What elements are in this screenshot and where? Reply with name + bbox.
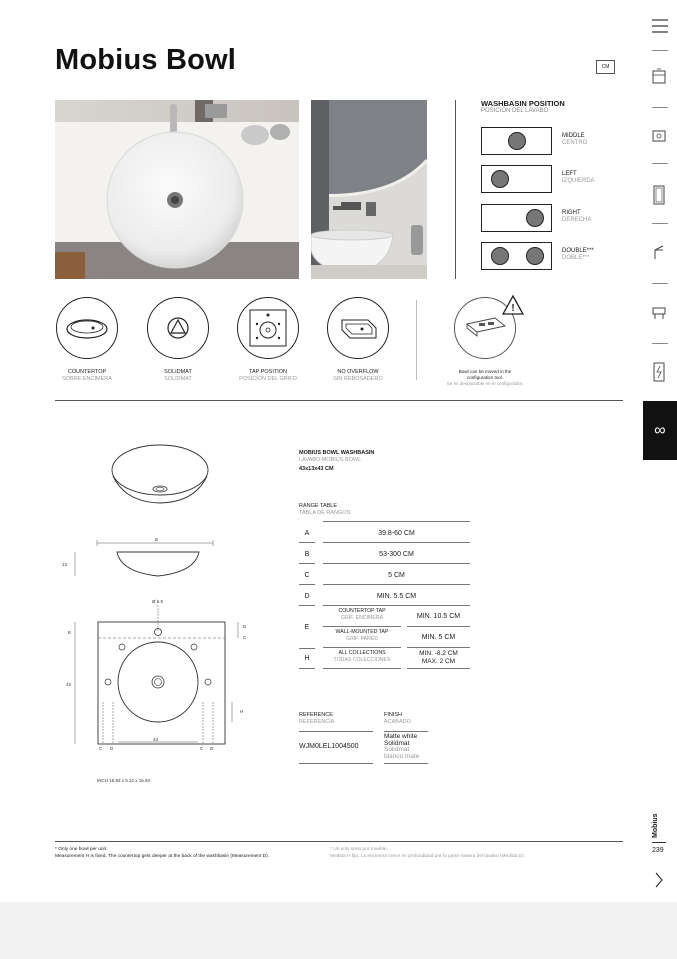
- feature-solidmat: [133, 297, 223, 383]
- position-box: [481, 127, 552, 155]
- bowl-plan-view: [66, 599, 247, 783]
- position-option-right[interactable]: [481, 204, 621, 234]
- section-rule: [55, 400, 623, 401]
- config-note-line2: configuration tool.: [466, 375, 504, 380]
- dim-label-phi: Ø 5.5: [152, 599, 164, 604]
- solidmat-icon: [147, 297, 209, 359]
- finish-name-3: Solidmat: [384, 746, 410, 753]
- finish-bottom-rule: [384, 763, 428, 764]
- range-table-top-rule: [323, 521, 470, 522]
- range-key: A: [299, 526, 315, 543]
- position-option-left[interactable]: [481, 165, 621, 195]
- e-value: MIN. 10.5 CM: [407, 608, 470, 627]
- position-label: LEFT: [562, 171, 577, 177]
- feature-sublabel: POSICIÓN DEL GRIFO: [239, 376, 297, 382]
- feature-sublabel: SIN REBOSADERO: [333, 376, 383, 382]
- dim-label-c-left: C: [99, 746, 103, 751]
- bowl-side-view: [62, 537, 213, 576]
- position-sublabel: IZQUIERDA: [562, 178, 595, 184]
- finish-subtitle: ACABADO: [384, 719, 411, 725]
- sidebar-divider: [652, 50, 668, 51]
- position-subtitle: POSICIÓN DEL LAVABO: [481, 108, 549, 114]
- range-value: 53-300 CM: [323, 547, 470, 564]
- range-table-header: [299, 503, 350, 517]
- menu-icon[interactable]: [652, 18, 668, 34]
- position-sublabel: DOBLE***: [562, 255, 590, 261]
- svg-text:!: !: [511, 303, 515, 314]
- no-overflow-icon: [327, 297, 389, 359]
- feature-countertop: [42, 297, 132, 383]
- footer-notes-en: [55, 847, 269, 860]
- dim-label-43-horizontal: 43: [153, 737, 159, 742]
- bowl-dot: [491, 170, 509, 188]
- feature-label: SOLIDMAT: [164, 369, 192, 375]
- product-name: MOBIUS BOWL WASHBASIN: [299, 450, 375, 456]
- footer-en-2: Measurement H is fixed. The countertop gets deeper at the back of the washbasin (Measurement D).: [55, 853, 270, 859]
- finish-title: FINISH: [384, 712, 403, 718]
- page-number: 239: [652, 847, 664, 854]
- config-note-line1: Bowl can be moved in the: [458, 369, 512, 374]
- dim-label-h: H: [240, 709, 244, 714]
- bowl-dot: [526, 247, 544, 265]
- lighting-mirror-icon[interactable]: [652, 362, 666, 382]
- bowl-perspective-drawing: [112, 445, 208, 503]
- cabinet-icon[interactable]: [652, 68, 666, 84]
- feature-divider: [416, 300, 417, 380]
- range-row-b: [299, 547, 470, 567]
- e-label: WALL-MOUNTED TAP: [335, 629, 389, 635]
- h-sublabel: TODAS COLECCIONES: [333, 657, 391, 663]
- dim-label-c: C: [243, 635, 247, 640]
- e-sublabel: GRIF. ENCIMERA: [340, 615, 384, 621]
- finish-values: [384, 734, 419, 760]
- bottom-margin: [0, 902, 677, 959]
- tap-icon[interactable]: [652, 244, 666, 260]
- mirror-icon[interactable]: [652, 185, 666, 205]
- feature-label: NO OVERFLOW: [337, 369, 379, 375]
- range-row-a: [299, 526, 470, 546]
- footer-es-2: Medida H fija. La encimera crece en profundidad por la parte trasera del lavabo (Medida D).: [330, 853, 525, 859]
- range-value: 39.8-60 CM: [323, 526, 470, 543]
- feature-tap-position: [223, 297, 313, 383]
- product-name-sub: LAVABO MOBIUS BOWL: [299, 457, 362, 463]
- range-value: 5 CM: [323, 568, 470, 585]
- finish-name-4: blanco mate: [384, 752, 420, 760]
- range-table-title: RANGE TABLE: [299, 503, 338, 509]
- position-option-double[interactable]: [481, 242, 621, 272]
- range-row-c: [299, 568, 470, 588]
- dim-label-43-vertical: 43: [66, 682, 72, 687]
- dim-label-d: D: [243, 624, 247, 629]
- section-divider: [455, 100, 456, 279]
- dim-label-13: 13: [62, 562, 68, 567]
- range-key: B: [299, 547, 315, 564]
- page-title: Mobius Bowl: [55, 44, 237, 76]
- e-sublabel: GRIF. PARED: [345, 636, 379, 642]
- bowl-dot: [508, 132, 526, 150]
- h-value-max: MAX. 2 CM: [421, 657, 456, 665]
- collection-name-vertical: Mobius: [652, 813, 659, 838]
- position-sublabel: CENTRO: [562, 140, 588, 146]
- range-table-subtitle: TABLA DE RANGOS: [299, 510, 351, 516]
- position-title: WASHBASIN POSITION: [481, 99, 565, 108]
- footer-en-1: * Only one bowl per unit.: [55, 847, 108, 852]
- furniture-icon[interactable]: [652, 305, 666, 321]
- feature-sublabel: SOBRE ENCIMERA: [62, 376, 112, 382]
- position-box: [481, 204, 552, 232]
- product-photo-top-view: [55, 100, 299, 279]
- range-key: C: [299, 568, 315, 585]
- h-value-min: MIN. -8.2 CM: [419, 650, 458, 657]
- range-key: D: [299, 589, 315, 606]
- dim-label-e: E: [68, 630, 72, 635]
- finish-name-1: Matte white: [384, 733, 418, 740]
- product-photo-side-view: [311, 100, 427, 279]
- feature-sublabel: SOLIDMAT: [164, 376, 192, 382]
- position-box: [481, 242, 552, 270]
- product-info: [299, 450, 374, 473]
- position-option-middle[interactable]: [481, 127, 621, 157]
- range-row-e: [299, 608, 470, 650]
- feature-label: COUNTERTOP: [67, 369, 107, 375]
- finish-name-2: Solidmat: [384, 739, 410, 747]
- e-value: MIN. 5 CM: [407, 629, 470, 648]
- sidebar-divider: [652, 343, 668, 344]
- dim-label-d-left: D: [110, 746, 114, 751]
- active-collection-tab[interactable]: ∞: [643, 401, 677, 460]
- range-key: H: [299, 650, 315, 669]
- feature-no-overflow: [313, 297, 403, 383]
- reference-title: REFERENCE: [299, 712, 333, 718]
- reference-rule: [299, 731, 373, 732]
- footer-rule: [55, 841, 623, 842]
- range-value: MIN. 5.5 CM: [323, 589, 470, 606]
- finish-header: [384, 712, 411, 726]
- product-dimensions: 43x13x43 CM: [299, 466, 334, 472]
- reference-bottom-rule: [299, 763, 373, 764]
- feature-label: TAP POSITION: [249, 369, 287, 375]
- inch-dimensions: INCH 16.93 x 5.12 x 16.93: [97, 778, 151, 783]
- position-sublabel: DERECHA: [562, 217, 592, 223]
- sidebar-divider: [652, 842, 666, 843]
- range-row-d: [299, 589, 470, 609]
- warning-icon: [502, 295, 524, 315]
- unit-cm-icon: CM: [596, 60, 615, 74]
- bowl-dot: [526, 209, 544, 227]
- finish-rule: [384, 731, 428, 732]
- e-label: COUNTERTOP TAP: [338, 608, 386, 614]
- h-label: ALL COLLECTIONS: [338, 650, 386, 656]
- range-row-h: [299, 650, 470, 670]
- sidebar-divider: [652, 163, 668, 164]
- config-note-sub: Se es desplazable en el configurador.: [446, 381, 524, 386]
- reference-subtitle: REFERENCIA: [299, 719, 335, 725]
- position-section-header: [481, 100, 565, 115]
- washbasin-icon[interactable]: [652, 128, 666, 144]
- range-key: E: [299, 608, 315, 649]
- reference-code: WJM0LEL1004500: [299, 743, 359, 750]
- dim-label-b: B: [155, 537, 159, 542]
- position-label: MIDDLE: [562, 133, 585, 139]
- bowl-dot: [491, 247, 509, 265]
- position-label: DOUBLE***: [562, 248, 594, 254]
- position-label: RIGHT: [562, 210, 581, 216]
- sidebar-divider: [652, 283, 668, 284]
- tap-position-icon: [237, 297, 299, 359]
- countertop-icon: [56, 297, 118, 359]
- footer-notes-es: [330, 847, 525, 860]
- technical-drawing: [55, 430, 275, 790]
- next-page-icon[interactable]: [654, 871, 664, 889]
- sidebar-divider: [652, 107, 668, 108]
- config-tool-note: [440, 297, 530, 387]
- position-box: [481, 165, 552, 193]
- reference-header: [299, 712, 334, 726]
- footer-es-1: * Un solo seno por mueble.: [330, 847, 388, 852]
- dim-label-c-right: C: [200, 746, 204, 751]
- sidebar-divider: [652, 223, 668, 224]
- dim-label-d-right: D: [210, 746, 214, 751]
